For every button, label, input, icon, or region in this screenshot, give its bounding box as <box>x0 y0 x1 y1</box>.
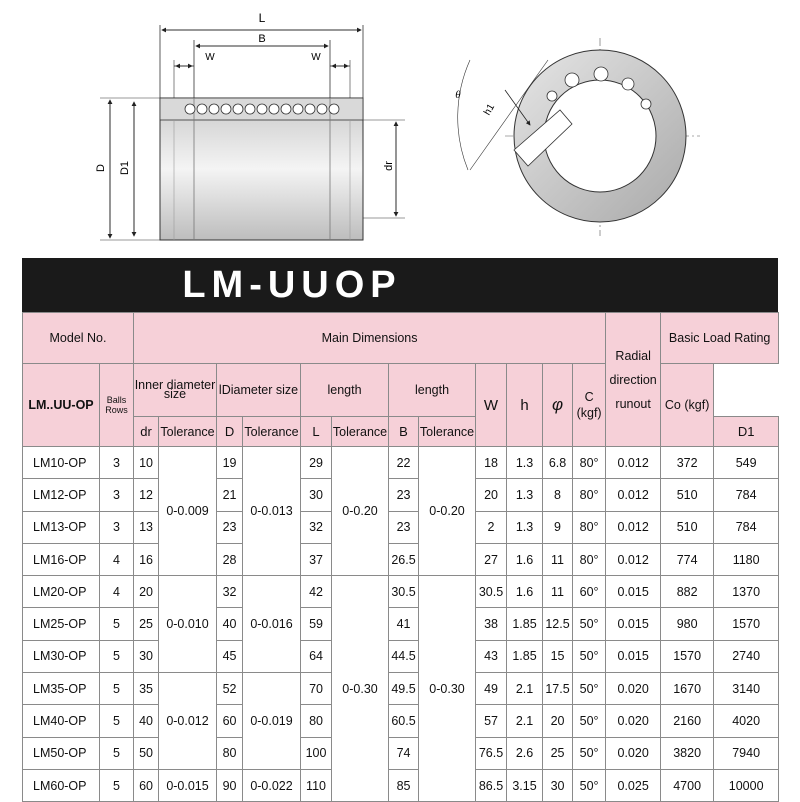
cell-runout: 0.020 <box>606 673 661 705</box>
cell-phi: 50° <box>573 769 606 801</box>
cell-B: 44.5 <box>389 640 419 672</box>
header-radial-runout: Radial direction runout <box>606 313 661 447</box>
cell-D: 90 <box>217 769 243 801</box>
cell-runout: 0.012 <box>606 543 661 575</box>
cell-h: 15 <box>543 640 573 672</box>
cell-phi: 80° <box>573 479 606 511</box>
header-model-no: Model No. <box>23 313 134 364</box>
header-model-series: LM..UU-OP <box>23 364 100 447</box>
cell-dr: 16 <box>134 543 159 575</box>
cell-model: LM25-OP <box>23 608 100 640</box>
header-L: L <box>301 417 332 447</box>
cell-D: 45 <box>217 640 243 672</box>
header-D1: D1 <box>714 417 779 447</box>
header-tolerance-L: Tolerance <box>332 417 389 447</box>
header-phi: φ <box>543 364 573 447</box>
banner-title: LM-UUOP <box>182 264 402 306</box>
cell-B: 22 <box>389 447 419 479</box>
header-C: C (kgf) <box>573 364 606 447</box>
cell-C: 372 <box>661 447 714 479</box>
cell-model: LM16-OP <box>23 543 100 575</box>
cell-C: 510 <box>661 511 714 543</box>
cell-W: 1.3 <box>507 479 543 511</box>
cell-W: 2.6 <box>507 737 543 769</box>
cell-runout: 0.020 <box>606 737 661 769</box>
cell-D: 40 <box>217 608 243 640</box>
cell-h: 12.5 <box>543 608 573 640</box>
cell-dr: 35 <box>134 673 159 705</box>
cell-D1: 27 <box>476 543 507 575</box>
cell-Co: 1370 <box>714 576 779 608</box>
cell-dr: 10 <box>134 447 159 479</box>
cell-L: 110 <box>301 769 332 801</box>
cell-model: LM13-OP <box>23 511 100 543</box>
cell-D: 28 <box>217 543 243 575</box>
header-D: D <box>217 417 243 447</box>
cell-D1: 20 <box>476 479 507 511</box>
cell-runout: 0.012 <box>606 511 661 543</box>
cell-L: 59 <box>301 608 332 640</box>
header-main-dimensions: Main Dimensions <box>134 313 606 364</box>
cell-L-tolerance: 0-0.30 <box>332 576 389 802</box>
cell-model: LM12-OP <box>23 479 100 511</box>
cell-phi: 60° <box>573 576 606 608</box>
cell-C: 3820 <box>661 737 714 769</box>
dim-B-label: B <box>258 33 266 45</box>
table-row <box>23 543 779 575</box>
cell-dr: 50 <box>134 737 159 769</box>
cell-runout: 0.015 <box>606 576 661 608</box>
cell-B-tolerance: 0-0.30 <box>419 576 476 802</box>
cell-L: 32 <box>301 511 332 543</box>
cell-D1: 30.5 <box>476 576 507 608</box>
cell-balls: 3 <box>100 479 134 511</box>
cell-B: 41 <box>389 608 419 640</box>
cell-dr-tolerance: 0-0.012 <box>159 673 217 770</box>
cell-D1: 43 <box>476 640 507 672</box>
cell-W: 1.3 <box>507 447 543 479</box>
cell-L: 64 <box>301 640 332 672</box>
dim-W-right-label: W <box>311 52 321 63</box>
cell-B: 85 <box>389 769 419 801</box>
cell-D-tolerance: 0-0.016 <box>243 576 301 673</box>
header-basic-load-rating: Basic Load Rating <box>661 313 779 364</box>
cell-W: 1.85 <box>507 608 543 640</box>
cell-balls: 5 <box>100 640 134 672</box>
cell-D1: 76.5 <box>476 737 507 769</box>
dim-L-label: L <box>258 11 266 25</box>
cell-balls: 3 <box>100 447 134 479</box>
cell-C: 510 <box>661 479 714 511</box>
cell-model: LM40-OP <box>23 705 100 737</box>
table-row <box>23 608 779 640</box>
table-row <box>23 705 779 737</box>
cell-dr: 30 <box>134 640 159 672</box>
cell-dr: 12 <box>134 479 159 511</box>
cell-L: 70 <box>301 673 332 705</box>
cell-L: 29 <box>301 447 332 479</box>
cell-Co: 2740 <box>714 640 779 672</box>
cell-phi: 50° <box>573 673 606 705</box>
cell-B: 30.5 <box>389 576 419 608</box>
cell-C: 2160 <box>661 705 714 737</box>
cell-phi: 80° <box>573 511 606 543</box>
side-view <box>95 11 405 240</box>
cell-D1: 38 <box>476 608 507 640</box>
header-tolerance-D: Tolerance <box>243 417 301 447</box>
cell-B: 60.5 <box>389 705 419 737</box>
cell-W: 1.3 <box>507 511 543 543</box>
cell-model: LM50-OP <box>23 737 100 769</box>
h1-label: h1 <box>482 102 498 118</box>
cell-L-tolerance: 0-0.20 <box>332 447 389 576</box>
header-length-2: length <box>389 364 476 417</box>
cell-Co: 784 <box>714 479 779 511</box>
cell-model: LM35-OP <box>23 673 100 705</box>
cell-D: 52 <box>217 673 243 705</box>
cell-h: 11 <box>543 543 573 575</box>
cell-D: 23 <box>217 511 243 543</box>
technical-drawing <box>0 0 800 255</box>
cell-B: 23 <box>389 479 419 511</box>
cell-model: LM20-OP <box>23 576 100 608</box>
cell-C: 4700 <box>661 769 714 801</box>
dim-D1-label: D1 <box>119 160 131 176</box>
theta-label: θ <box>455 89 461 101</box>
cell-h: 6.8 <box>543 447 573 479</box>
cell-C: 1570 <box>661 640 714 672</box>
header-balls-rows: Balls Rows <box>100 364 134 447</box>
cell-runout: 0.015 <box>606 608 661 640</box>
cell-Co: 1180 <box>714 543 779 575</box>
cell-C: 1670 <box>661 673 714 705</box>
header-h: h <box>507 364 543 447</box>
cell-Co: 4020 <box>714 705 779 737</box>
table-row <box>23 511 779 543</box>
cell-L: 100 <box>301 737 332 769</box>
cell-runout: 0.012 <box>606 447 661 479</box>
cell-balls: 5 <box>100 673 134 705</box>
cell-model: LM60-OP <box>23 769 100 801</box>
cell-phi: 80° <box>573 543 606 575</box>
cell-D: 32 <box>217 576 243 608</box>
cell-phi: 50° <box>573 608 606 640</box>
cell-W: 1.6 <box>507 543 543 575</box>
table-row <box>23 640 779 672</box>
cell-phi: 80° <box>573 447 606 479</box>
header-dr: dr <box>134 417 159 447</box>
title-banner <box>22 258 778 312</box>
table-row <box>23 479 779 511</box>
inner-bore <box>544 80 656 192</box>
cell-D-tolerance: 0-0.013 <box>243 447 301 576</box>
cell-h: 30 <box>543 769 573 801</box>
cell-model: LM30-OP <box>23 640 100 672</box>
cell-dr-tolerance: 0-0.010 <box>159 576 217 673</box>
table-row <box>23 576 779 608</box>
cell-B: 23 <box>389 511 419 543</box>
cell-L: 42 <box>301 576 332 608</box>
cell-h: 20 <box>543 705 573 737</box>
header-W: W <box>476 364 507 447</box>
cell-phi: 50° <box>573 705 606 737</box>
cell-D-tolerance: 0-0.022 <box>243 769 301 801</box>
end-view <box>455 38 700 236</box>
cell-runout: 0.020 <box>606 705 661 737</box>
cell-h: 17.5 <box>543 673 573 705</box>
cell-balls: 5 <box>100 608 134 640</box>
cell-h: 9 <box>543 511 573 543</box>
header-tolerance-B: Tolerance <box>419 417 476 447</box>
cell-W: 2.1 <box>507 705 543 737</box>
cell-B: 74 <box>389 737 419 769</box>
header-Co: Co (kgf) <box>661 364 714 447</box>
cell-D1: 2 <box>476 511 507 543</box>
cell-W: 3.15 <box>507 769 543 801</box>
cell-h: 11 <box>543 576 573 608</box>
cell-h: 8 <box>543 479 573 511</box>
header-B: B <box>389 417 419 447</box>
table-row <box>23 769 779 801</box>
cell-D: 80 <box>217 737 243 769</box>
cell-balls: 4 <box>100 576 134 608</box>
cell-D1: 86.5 <box>476 769 507 801</box>
spec-table <box>22 312 779 802</box>
cell-C: 980 <box>661 608 714 640</box>
cell-B: 26.5 <box>389 543 419 575</box>
cell-D: 21 <box>217 479 243 511</box>
cell-Co: 549 <box>714 447 779 479</box>
cell-D-tolerance: 0-0.019 <box>243 673 301 770</box>
cell-B: 49.5 <box>389 673 419 705</box>
table-row <box>23 673 779 705</box>
cell-runout: 0.025 <box>606 769 661 801</box>
cell-W: 1.85 <box>507 640 543 672</box>
cell-dr: 40 <box>134 705 159 737</box>
cell-dr: 20 <box>134 576 159 608</box>
cell-C: 774 <box>661 543 714 575</box>
cell-D1: 18 <box>476 447 507 479</box>
cell-W: 2.1 <box>507 673 543 705</box>
cell-phi: 50° <box>573 737 606 769</box>
cell-balls: 3 <box>100 511 134 543</box>
dim-dr-label: dr <box>383 161 395 171</box>
cell-h: 25 <box>543 737 573 769</box>
dim-W-left-label: W <box>205 52 215 63</box>
header-tolerance-dr: Tolerance <box>159 417 217 447</box>
cell-Co: 3140 <box>714 673 779 705</box>
cell-dr: 60 <box>134 769 159 801</box>
cell-dr-tolerance: 0-0.015 <box>159 769 217 801</box>
cell-B-tolerance: 0-0.20 <box>419 447 476 576</box>
cell-L: 30 <box>301 479 332 511</box>
cell-Co: 1570 <box>714 608 779 640</box>
cell-phi: 50° <box>573 640 606 672</box>
cell-L: 80 <box>301 705 332 737</box>
dim-D-label: D <box>95 164 107 172</box>
header-inner-diameter: Inner diameter size <box>134 364 217 417</box>
header-length-1: length <box>301 364 389 417</box>
cell-dr-tolerance: 0-0.009 <box>159 447 217 576</box>
cell-C: 882 <box>661 576 714 608</box>
header-diameter: lDiameter size <box>217 364 301 417</box>
cell-model: LM10-OP <box>23 447 100 479</box>
cell-dr: 25 <box>134 608 159 640</box>
cell-D: 60 <box>217 705 243 737</box>
cell-D1: 49 <box>476 673 507 705</box>
cell-runout: 0.012 <box>606 479 661 511</box>
cell-D1: 57 <box>476 705 507 737</box>
cell-balls: 5 <box>100 705 134 737</box>
cell-Co: 784 <box>714 511 779 543</box>
cell-balls: 4 <box>100 543 134 575</box>
cell-Co: 7940 <box>714 737 779 769</box>
cell-L: 37 <box>301 543 332 575</box>
cell-runout: 0.015 <box>606 640 661 672</box>
table-row <box>23 447 779 479</box>
cell-Co: 10000 <box>714 769 779 801</box>
table-row <box>23 737 779 769</box>
cell-balls: 5 <box>100 737 134 769</box>
cell-dr: 13 <box>134 511 159 543</box>
cell-balls: 5 <box>100 769 134 801</box>
cell-D: 19 <box>217 447 243 479</box>
cell-W: 1.6 <box>507 576 543 608</box>
